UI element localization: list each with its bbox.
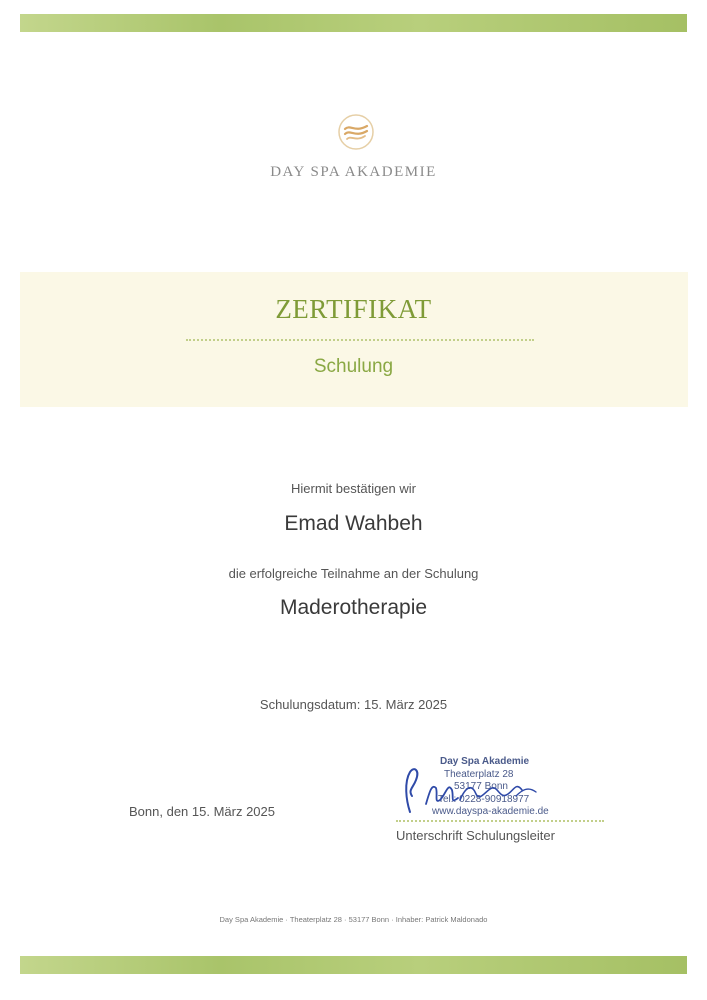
stamp-phone: Tel.: 0228-90918977 [438,793,530,805]
certificate-subtitle: Schulung [313,356,394,377]
place-and-date: Bonn, den 15. März 2025 [129,804,275,819]
stamp-street: Theaterplatz 28 [444,768,514,780]
handwritten-signature [396,760,546,820]
participation-text: die erfolgreiche Teilnahme an der Schulung [228,566,479,581]
signature-label: Unterschrift Schulungsleiter [396,828,555,843]
certificate-title: ZERTIFIKAT [275,294,432,324]
stamp-city: 53177 Bonn [454,781,508,792]
footer-address: Day Spa Akademie · Theaterplatz 28 · 53177 Bonn · Inhaber: Patrick Maldonado [219,915,488,924]
signature-line [396,820,604,822]
training-date: Schulungsdatum: 15. März 2025 [259,697,448,712]
confirmation-text: Hiermit bestätigen wir [291,481,416,496]
recipient-name: Emad Wahbeh [284,512,423,535]
bottom-decorative-bar [20,956,687,974]
wave-logo-icon [336,112,376,152]
course-name: Maderotherapie [279,596,428,619]
stamp-website: www.dayspa-akademie.de [432,806,549,817]
brand-name: DAY SPA AKADEMIE [270,164,437,180]
title-divider [186,339,534,341]
top-decorative-bar [20,14,687,32]
stamp-name: Day Spa Akademie [440,756,530,767]
